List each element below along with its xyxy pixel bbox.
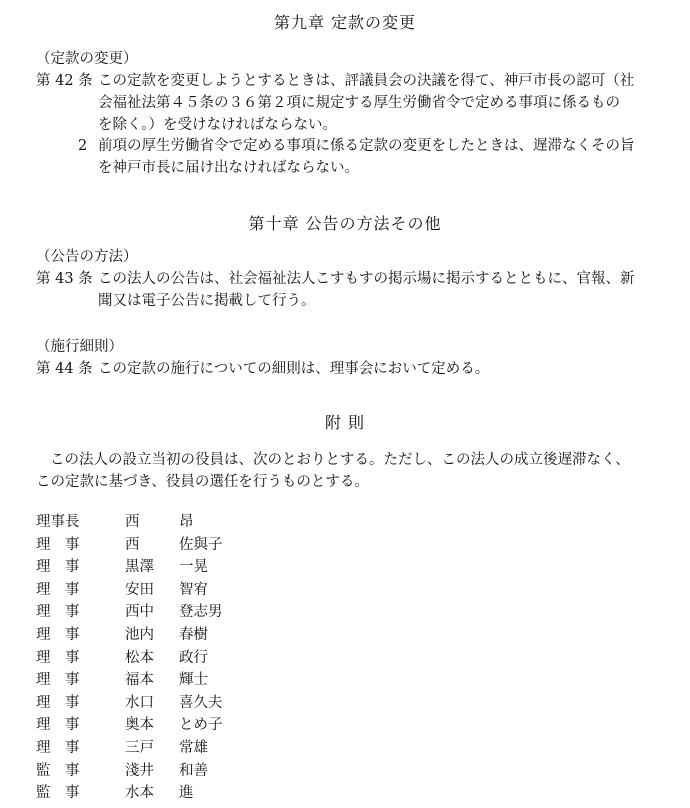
officer-title: 理 事 (36, 694, 80, 711)
article-42-text-3: を除く。）を受けなければならない。 (98, 117, 337, 133)
officer-title: 理 事 (36, 581, 80, 598)
officer-title: 監 事 (36, 785, 80, 802)
article-42-caption: （定款の変更） (36, 51, 138, 67)
officer-surname: 水口 (125, 694, 154, 711)
article-44-line-1 (36, 358, 656, 380)
officer-given-name: 輝士 (179, 672, 208, 689)
officer-given-name: 和善 (179, 762, 208, 779)
supplementary-text (36, 449, 656, 493)
officer-surname: 西 (125, 514, 140, 530)
officer-title: 理 事 (36, 559, 80, 576)
officer-surname: 奥本 (125, 717, 154, 734)
officer-title: 理 事 (36, 649, 80, 666)
officer-title: 理 事 (36, 604, 80, 621)
article-42-text-2: 会福祉法第４５条の３６第２項に規定する厚生労働省令で定める事項に係るもの (98, 95, 620, 111)
officer-title: 監 事 (36, 762, 80, 779)
officer-given-name: 喜久夫 (179, 694, 223, 711)
article-44-text-1: この定款の施行についての細則は、理事会において定める。 (98, 361, 490, 377)
article-42 (36, 70, 656, 136)
officer-surname: 淺井 (125, 762, 154, 779)
article-44-caption: （施行細則） (36, 339, 123, 355)
supplementary-text-1: この法人の設立当初の役員は、次のとおりとする。ただし、この法人の成立後遅滞なく、 (50, 452, 630, 468)
article-43-text-2: 聞又は電子公告に掲載して行う。 (98, 293, 316, 309)
article-42-number: 第 42 条 (36, 73, 93, 89)
article-44 (36, 358, 656, 380)
officer-given-name: 政行 (179, 649, 208, 666)
officer-surname: 水本 (125, 785, 154, 802)
officer-surname: 安田 (125, 581, 154, 598)
officer-surname: 福本 (125, 672, 154, 689)
supplementary-text-2: この定款に基づき、役員の選任を行うものとする。 (36, 474, 369, 490)
officer-given-name: 昂 (179, 514, 194, 530)
article-43-line-1 (36, 268, 656, 290)
officer-surname: 西 (125, 536, 140, 553)
officer-surname: 黒澤 (125, 559, 154, 576)
supplementary-heading: 附 則 (324, 413, 366, 432)
officer-given-name: 春樹 (179, 626, 208, 643)
officer-given-name: 智宥 (179, 581, 208, 598)
article-43-text-1: この法人の公告は、社会福祉法人こすもすの掲示場に掲示するとともに、官報、新 (98, 271, 635, 287)
article-43-caption: （公告の方法） (36, 249, 138, 265)
officer-given-name: 登志男 (179, 604, 223, 621)
officer-given-name: 一晃 (179, 559, 208, 576)
officer-given-name: 常雄 (179, 739, 208, 756)
officer-title: 理 事 (36, 717, 80, 734)
officer-title: 理 事 (36, 739, 80, 756)
officer-title: 理 事 (36, 536, 80, 553)
officer-surname: 三戸 (125, 739, 154, 756)
officer-surname: 池内 (125, 626, 154, 643)
article-42-paragraph-2 (78, 135, 668, 179)
article-42-text-1: この定款を変更しようとするときは、評議員会の決議を得て、神戸市長の認可（社 (98, 73, 635, 89)
article-44-number: 第 44 条 (36, 361, 93, 377)
officer-given-name: 佐與子 (179, 536, 223, 553)
chapter-9-heading: 第九章 定款の変更 (273, 13, 417, 32)
officer-title: 理事長 (36, 514, 80, 530)
officer-given-name: 進 (179, 785, 194, 802)
officer-title: 理 事 (36, 672, 80, 689)
article-42-line-1 (36, 70, 656, 92)
paragraph-2-text-1: 前項の厚生労働省令で定める事項に係る定款の変更をしたときは、遅滞なくその旨 (98, 138, 635, 154)
paragraph-2-line-1 (78, 135, 668, 157)
chapter-10-heading: 第十章 公告の方法その他 (248, 214, 442, 233)
officer-surname: 松本 (125, 649, 154, 666)
article-43 (36, 268, 656, 312)
officer-title: 理 事 (36, 626, 80, 643)
article-43-number: 第 43 条 (36, 271, 93, 287)
paragraph-2-number: 2 (78, 138, 88, 154)
officer-given-name: とめ子 (179, 717, 223, 734)
officer-surname: 西中 (125, 604, 154, 621)
paragraph-2-text-2: を神戸市長に届け出なければならない。 (98, 160, 359, 176)
